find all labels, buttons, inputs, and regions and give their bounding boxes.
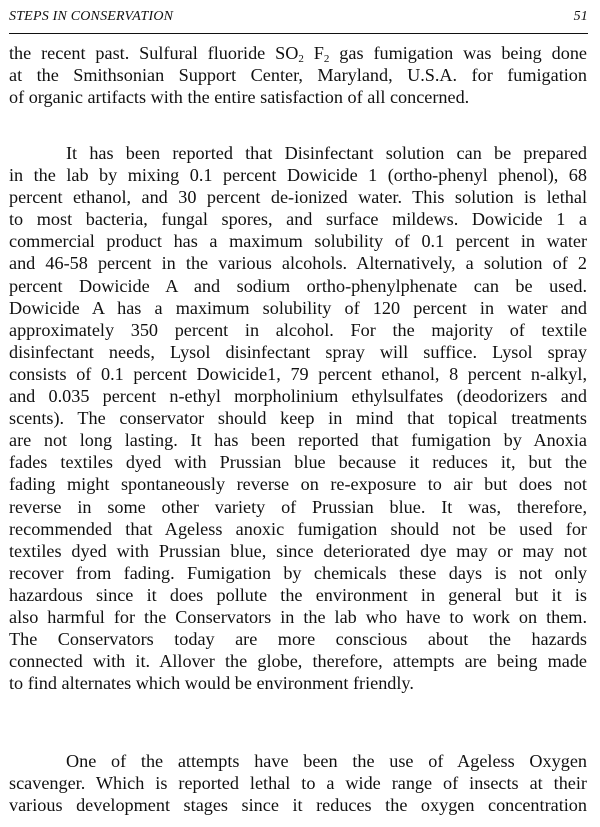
text-line: at the Smithsonian Support Center, Maryland, U.S.A. for fumigation — [9, 65, 587, 86]
text-line: approximately 350 percent in alcohol. For the majority of textile — [9, 319, 587, 340]
text-line: disinfectant needs, Lysol disinfectant spray will suffice. Lysol spray — [9, 341, 587, 362]
text-line: scavenger. Which is reported lethal to a wide range of insects at their — [9, 773, 587, 794]
text-line: recommended that Ageless anoxic fumigation should not be used for — [9, 518, 587, 539]
text-line: and 46-58 percent in the various alcohols. Alternatively, a solution of 2 — [9, 253, 587, 274]
text-line: fades textiles dyed with Prussian blue because it reduces it, but the — [9, 452, 587, 473]
paragraph-3 — [9, 750, 587, 816]
text-line: and 0.035 percent n-ethyl morpholinium ethylsulfates (deodorizers and — [9, 386, 587, 407]
text-line: fading might spontaneously reverse on re-exposure to air but does not — [9, 474, 587, 495]
text-line: consists of 0.1 percent Dowicide1, 79 percent ethanol, 8 percent n-alkyl, — [9, 363, 587, 384]
text-line: hazardous since it does pollute the environment in general but it is — [9, 584, 587, 605]
paragraph-2 — [9, 142, 587, 694]
text-line: reverse in some other variety of Prussian blue. It was, therefore, — [9, 496, 587, 517]
text-line: Dowicide A has a maximum solubility of 120 percent in water and — [9, 297, 587, 318]
text-line: percent ethanol, and 30 percent de-ionized water. This solution is lethal — [9, 187, 587, 208]
text-line: recover from fading. Fumigation by chemicals these days is not only — [9, 562, 587, 583]
text-line: are not long lasting. It has been reported that fumigation by Anoxia — [9, 430, 587, 451]
text-line: scents). The conservator should keep in mind that topical treatments — [9, 408, 587, 429]
text-line: the recent past. Sulfural fluoride $SO_2$ $F_2$ gas fumigation was being done — [9, 43, 587, 65]
text-line: various development stages since it reduces the oxygen concentration — [9, 795, 587, 816]
text-line: connected with it. Allover the globe, therefore, attempts are being made — [9, 651, 587, 672]
running-title: STEPS IN CONSERVATION — [9, 9, 174, 24]
text-line: percent Dowicide A and sodium ortho-phenylphenate can be used. — [9, 275, 587, 296]
text-line: also harmful for the Conservators in the lab who have to work on them. — [9, 606, 587, 627]
text-line: One of the attempts have been the use of Ageless Oxygen — [66, 751, 587, 771]
text-line: in the lab by mixing 0.1 percent Dowicide 1 (ortho-phenyl phenol), 68 — [9, 165, 587, 186]
text-line: It has been reported that Disinfectant solution can be prepared — [66, 143, 587, 163]
paragraph-1 — [9, 42, 587, 108]
text-line: commercial product has a maximum solubility of 0.1 percent in water — [9, 231, 587, 252]
text-line: of organic artifacts with the entire satisfaction of all concerned. — [9, 87, 470, 108]
text-line: textiles dyed with Prussian blue, since deteriorated dye may or may not — [9, 540, 587, 561]
running-header — [9, 9, 588, 31]
page-number: 51 — [573, 9, 588, 24]
header-rule — [9, 33, 588, 34]
text-line: to most bacteria, fungal spores, and surface mildews. Dowicide 1 a — [9, 209, 587, 230]
text-line: to find alternates which would be environment friendly. — [9, 673, 414, 694]
text-line: The Conservators today are more conscious about the hazards — [9, 629, 587, 650]
